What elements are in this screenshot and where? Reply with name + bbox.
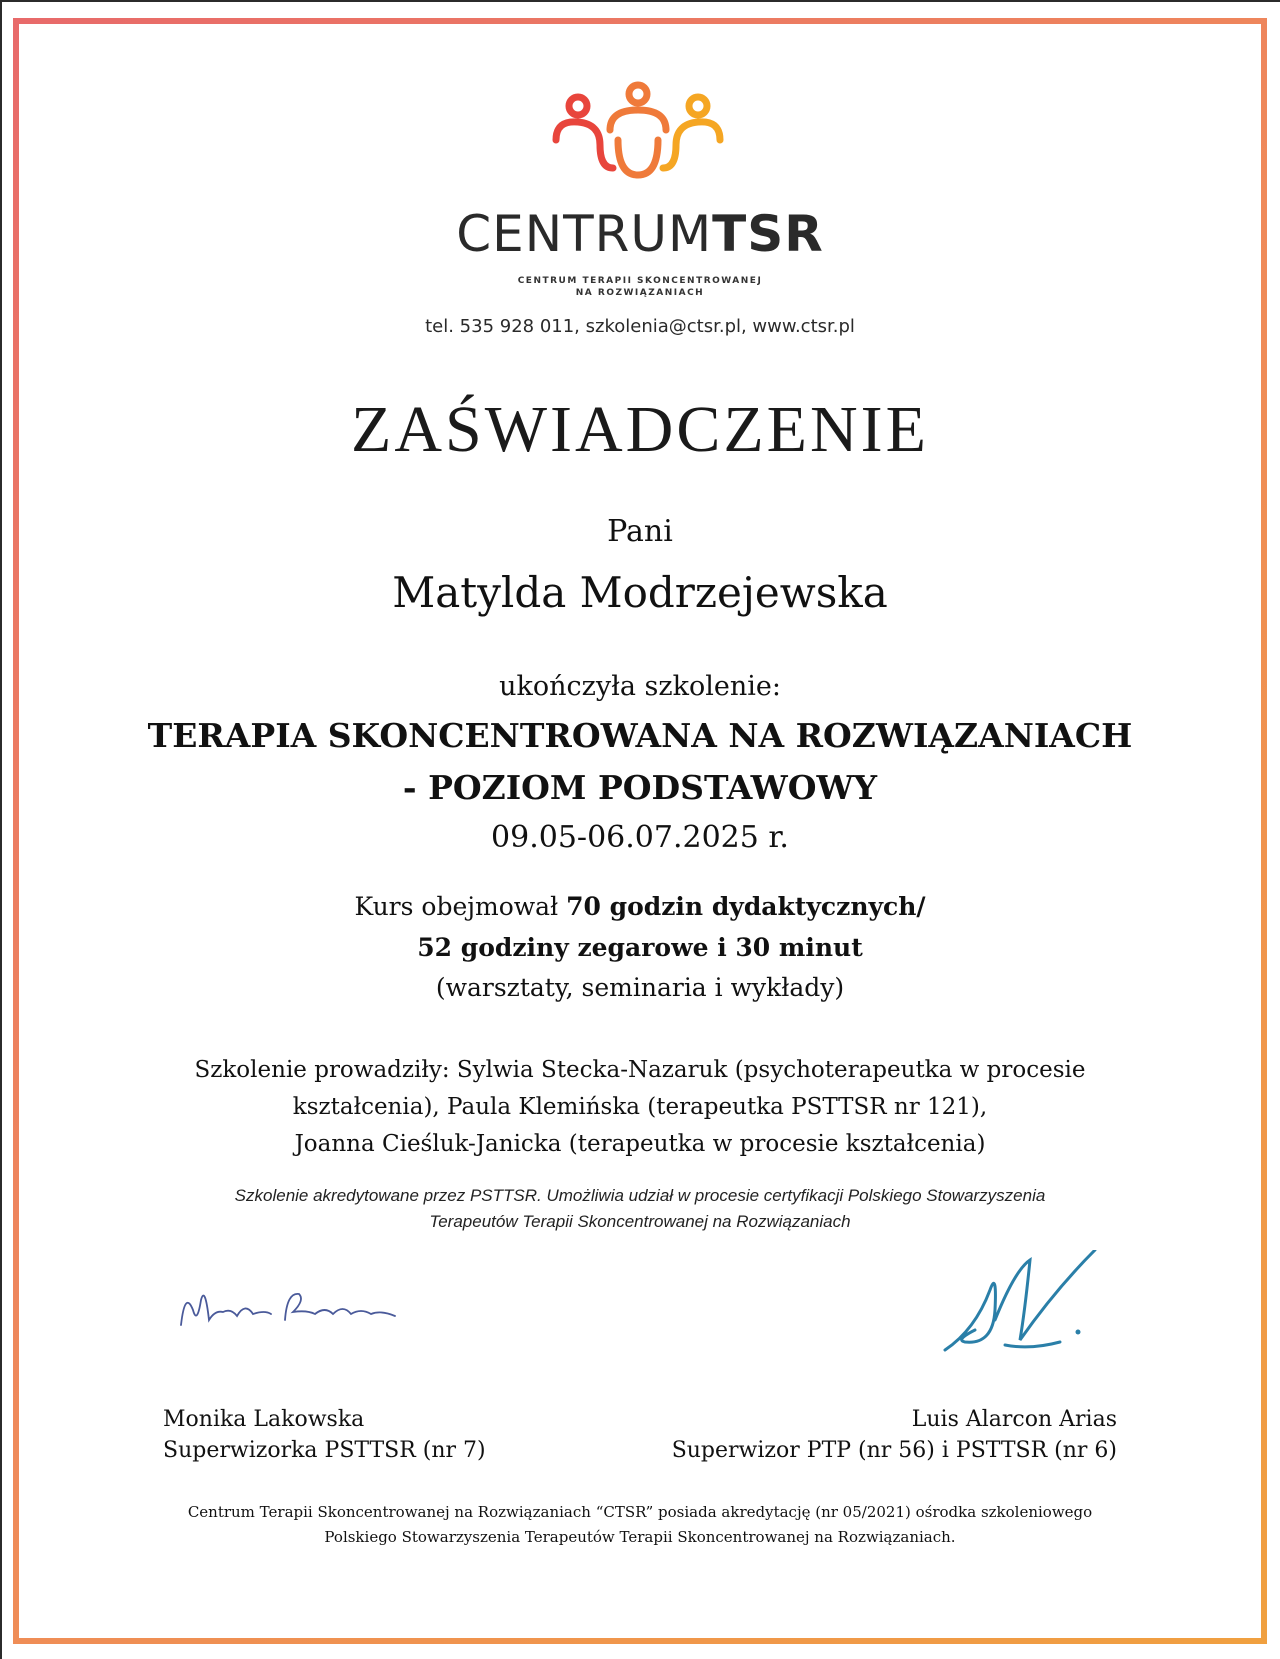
ctsr-logo-icon [548,80,728,190]
signer-left: Monika Lakowska Superwizorka PSTTSR (nr 7) [163,1407,486,1463]
signature-right [935,1250,1105,1370]
signature-left [175,1280,415,1340]
signer-right: Luis Alarcon Arias Superwizor PTP (nr 56) i PSTTSR (nr 6) [671,1407,1117,1463]
brand-name: CENTRUMTSR [456,205,824,263]
completed-text: ukończyła szkolenie: [499,671,781,702]
recipient-name: Matylda Modrzejewska [392,568,888,617]
contact-info: tel. 535 928 011, szkolenia@ctsr.pl, www.ctsr.pl [425,316,855,337]
hours-line1: Kurs obejmował 70 godzin dydaktycznych/ [354,892,926,921]
brand-subtitle: CENTRUM TERAPII SKONCENTROWANEJ NA ROZWIĄZANIACH [517,276,763,298]
certificate-title: ZAŚWIADCZENIE [351,393,929,466]
salutation: Pani [607,514,673,549]
hours-line2: 52 godziny zegarowe i 30 minut [417,933,863,962]
trainers-text: Szkolenie prowadziły: Sylwia Stecka-Nazaruk (psychoterapeutka w procesie kształcenia), Paula Klemińska (terapeutka PSTTSR nr 121), Joanna Cieśluk-Janicka (terapeutka w procesie kształcenia) [194,1057,1086,1157]
accreditation-note: Szkolenie akredytowane przez PSTTSR. Umożliwia udział w procesie certyfikacji Polskiego Stowarzyszenia Terapeutów Terapii Skoncentrowanej na Rozwiązaniach [234,1186,1046,1231]
footer-note: Centrum Terapii Skoncentrowanej na Rozwiązaniach “CTSR” posiada akredytację (nr 05/2021) ośrodka szkoleniowego Polskiego Stowarzyszenia Terapeutów Terapii Skoncentrowanej na Rozwiązaniach. [187,1503,1093,1546]
course-title-line1: TERAPIA SKONCENTROWANA NA ROZWIĄZANIACH [147,716,1133,755]
course-title-line2: - POZIOM PODSTAWOWY [402,768,878,807]
course-dates: 09.05-06.07.2025 r. [491,820,789,855]
hours-line3: (warsztaty, seminaria i wykłady) [435,973,845,1002]
